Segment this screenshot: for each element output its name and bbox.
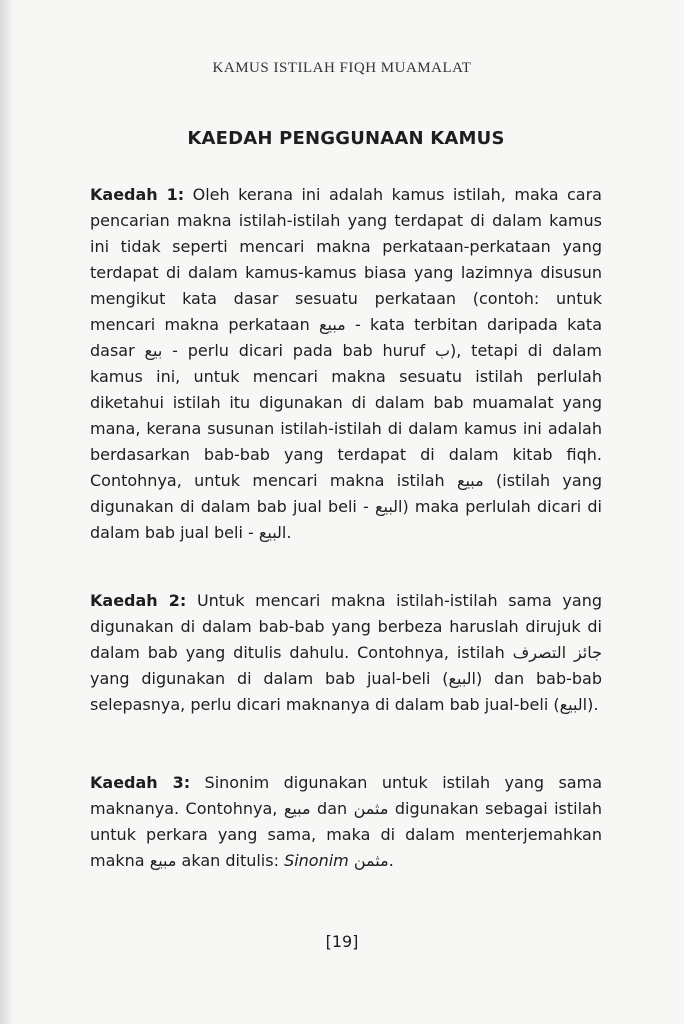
rule-3-label: Kaedah 3: xyxy=(90,773,191,792)
rule-1-text: ) maka perlulah dicari di dalam bab jual beli - xyxy=(90,497,602,542)
arabic-term: مبيع xyxy=(456,471,484,490)
synonym-label: Sinonim xyxy=(284,851,349,870)
rule-1-text: (istilah yang digunakan di dalam bab jual beli - xyxy=(90,471,603,516)
arabic-term: البيع xyxy=(448,669,476,688)
page-number: [19] xyxy=(325,932,359,951)
rule-1-label: Kaedah 1: xyxy=(90,185,185,204)
rule-1-paragraph xyxy=(90,182,602,546)
rule-2-text: Untuk mencari makna istilah-istilah sama yang digunakan di dalam bab-bab yang berbeza haruslah dirujuk di dalam bab yang ditulis dahulu. Contohnya, istilah xyxy=(90,591,603,662)
page-binding-edge xyxy=(0,0,14,1024)
rule-3-text: dan xyxy=(310,799,354,818)
rule-3-paragraph xyxy=(90,770,602,874)
rule-2-text: yang digunakan di dalam bab jual-beli ( xyxy=(90,669,449,688)
page-title: KAEDAH PENGGUNAAN KAMUS xyxy=(187,128,505,149)
running-header: KAMUS ISTILAH FIQH MUAMALAT xyxy=(212,60,472,76)
rule-2-text: ). xyxy=(587,695,599,714)
rule-3-text: . xyxy=(388,851,394,870)
arabic-term: البيع xyxy=(375,497,403,516)
rule-2-label: Kaedah 2: xyxy=(90,591,187,610)
arabic-term: البيع xyxy=(559,695,588,714)
rule-3-text: digunakan sebagai istilah untuk perkara yang sama, maka di dalam menterjemahkan makna xyxy=(90,799,603,870)
rule-1-text: Oleh kerana ini adalah kamus istilah, maka cara pencarian makna istilah-istilah yang terdapat di dalam kamus ini tidak seperti mencari makna perkataan-perkataan yang terdapat di dalam kamus-kamus biasa yang lazimnya disusun mengikut kata dasar sesuatu perkataan (contoh: untuk mencari makna perkataan xyxy=(90,185,602,334)
arabic-term: مبيع xyxy=(149,851,177,870)
rule-1-text: - kata terbitan daripada kata dasar xyxy=(90,315,602,360)
rule-2-paragraph xyxy=(90,588,602,718)
arabic-term: مبيع xyxy=(283,799,311,818)
arabic-term: مثمن xyxy=(353,851,389,870)
rule-3-text: Sinonim digunakan untuk istilah yang sama maknanya. Contohnya, xyxy=(90,773,602,818)
rule-1-text: - perlu dicari pada bab huruf xyxy=(162,341,435,360)
arabic-term: مبيع xyxy=(318,315,346,334)
arabic-term: بيع xyxy=(144,341,163,360)
arabic-term: ب xyxy=(434,341,451,360)
arabic-term: البيع xyxy=(258,523,287,542)
rule-1-text: . xyxy=(286,523,292,542)
rule-2-text: ) dan bab-bab selepasnya, perlu dicari maknanya di dalam bab jual-beli ( xyxy=(90,669,602,714)
rule-3-text: akan ditulis: xyxy=(176,851,285,870)
arabic-term: جائز التصرف xyxy=(512,643,603,662)
arabic-term: مثمن xyxy=(353,799,389,818)
rule-1-text: ), tetapi di dalam kamus ini, untuk mencari makna sesuatu istilah perlulah diketahui istilah itu digunakan di dalam bab muamalat yang mana, kerana susunan istilah-istilah di dalam kamus ini adalah berdasarkan bab-bab yang terdapat di dalam kitab fiqh. Contohnya, untuk mencari makna istilah xyxy=(90,341,603,490)
